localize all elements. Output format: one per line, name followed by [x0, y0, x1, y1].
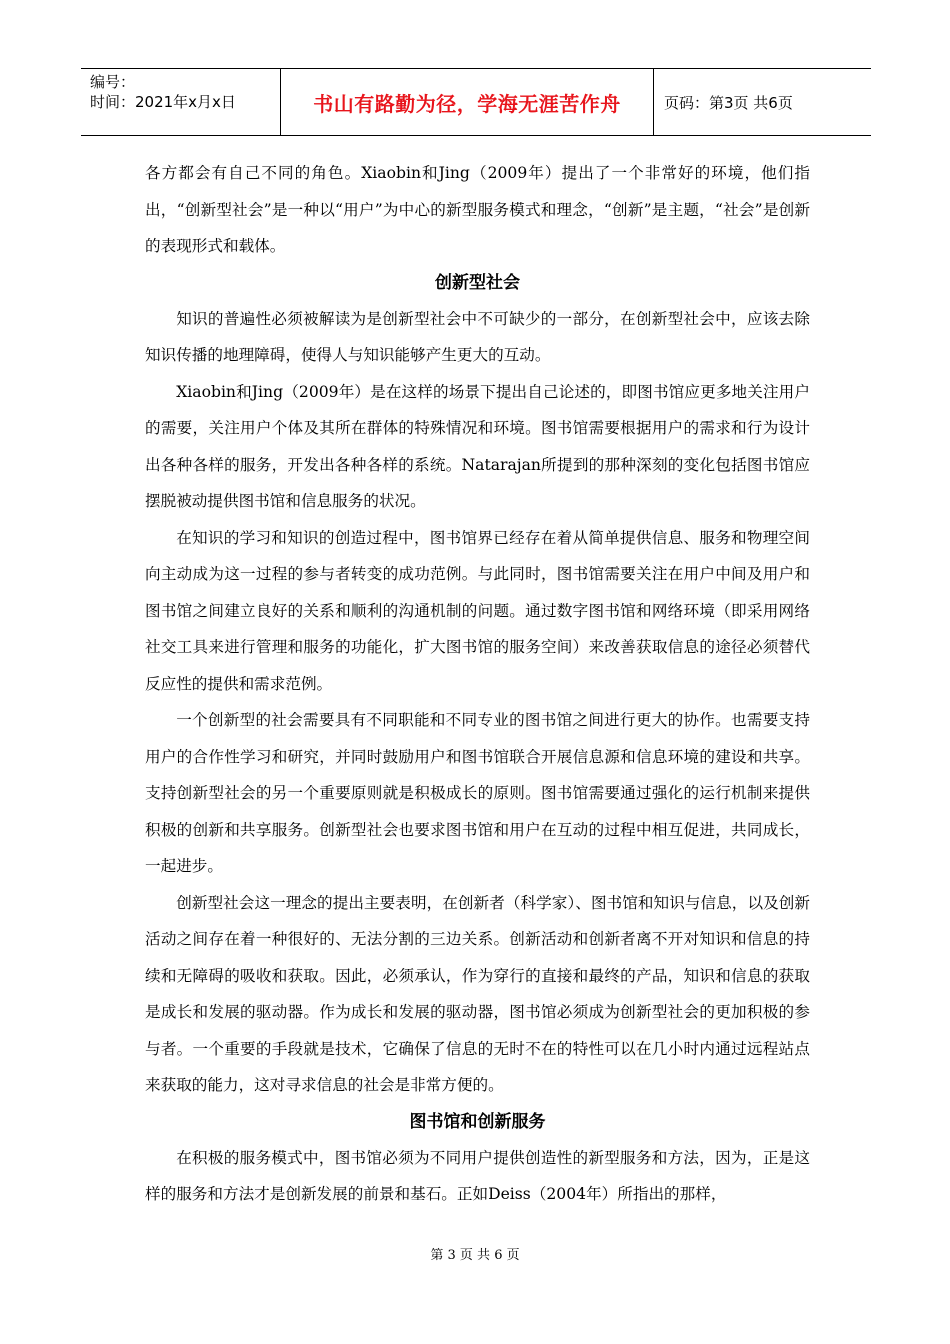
page-header — [81, 68, 871, 136]
paragraph: 在知识的学习和知识的创造过程中，图书馆界已经存在着从简单提供信息、服务和物理空间向主动成为这一过程的参与者转变的成功范例。与此同时，图书馆需要关注在用户中间及用户和图书馆之间建立良好的关系和顺利的沟通机制的问题。通过数字图书馆和网络环境（即采用网络社交工具来进行管理和服务的功能化，扩大图书馆的服务空间）来改善获取信息的途径必须替代反应性的提供和需求范例。 — [145, 528, 810, 693]
paragraph: 创新型社会这一理念的提出主要表明，在创新者（科学家）、图书馆和知识与信息，以及创新活动之间存在着一种很好的、无法分割的三边关系。创新活动和创新者离不开对知识和信息的持续和无障碍的吸收和获取。因此，必须承认，作为穿行的直接和最终的产品，知识和信息的获取是成长和发展的驱动器。作为成长和发展的驱动器，图书馆必须成为创新型社会的更加积极的参与者。一个重要的手段就是技术，它确保了信息的无时不在的特性可以在几小时内通过远程站点来获取的能力，这对寻求信息的社会是非常方便的。 — [145, 893, 810, 1094]
header-page-info: 页码：第3页 共6页 — [664, 93, 793, 112]
paragraph: 一个创新型的社会需要具有不同职能和不同专业的图书馆之间进行更大的协作。也需要支持用户的合作性学习和研究，并同时鼓励用户和图书馆联合开展信息源和信息环境的建设和共享。支持创新型社会的另一个重要原则就是积极成长的原则。图书馆需要通过强化的运行机制来提供积极的创新和共享服务。创新型社会也要求图书馆和用户在互动的过程中相互促进，共同成长，一起进步。 — [145, 711, 810, 875]
header-motto: 书山有路勤为径，学海无涯苦作舟 — [281, 69, 654, 135]
page-footer: 第 3 页 共 6 页 — [430, 1248, 520, 1263]
section-heading-library-innovation-services: 图书馆和创新服务 — [409, 1111, 546, 1132]
section-heading-innovative-society: 创新型社会 — [435, 272, 520, 293]
document-body — [145, 155, 810, 1213]
paragraph-intro: 各方都会有自己不同的角色。Xiaobin和Jing（2009年）提出了一个非常好的环境，他们指出，“创新型社会”是一种以“用户”为中心的新型服务模式和理念，“创新”是主题，“社会”是创新的表现形式和载体。 — [145, 164, 810, 255]
doc-time-label: 时间：2021年x月x日 — [90, 93, 236, 111]
paragraph: 知识的普遍性必须被解读为是创新型社会中不可缺少的一部分，在创新型社会中，应该去除知识传播的地理障碍，使得人与知识能够产生更大的互动。 — [145, 309, 810, 364]
paragraph: 在积极的服务模式中，图书馆必须为不同用户提供创造性的新型服务和方法，因为，正是这样的服务和方法才是创新发展的前景和基石。正如Deiss（2004年）所指出的那样， — [145, 1148, 810, 1203]
doc-number-label: 编号： — [90, 73, 136, 91]
paragraph: Xiaobin和Jing（2009年）是在这样的场景下提出自己论述的，即图书馆应更多地关注用户的需要，关注用户个体及其所在群体的特殊情况和环境。图书馆需要根据用户的需求和行为设计出各种各样的服务，开发出各种各样的系统。Natarajan所提到的那种深刻的变化包括图书馆应摆脱被动提供图书馆和信息服务的状况。 — [145, 382, 810, 510]
header-meta — [81, 69, 281, 135]
